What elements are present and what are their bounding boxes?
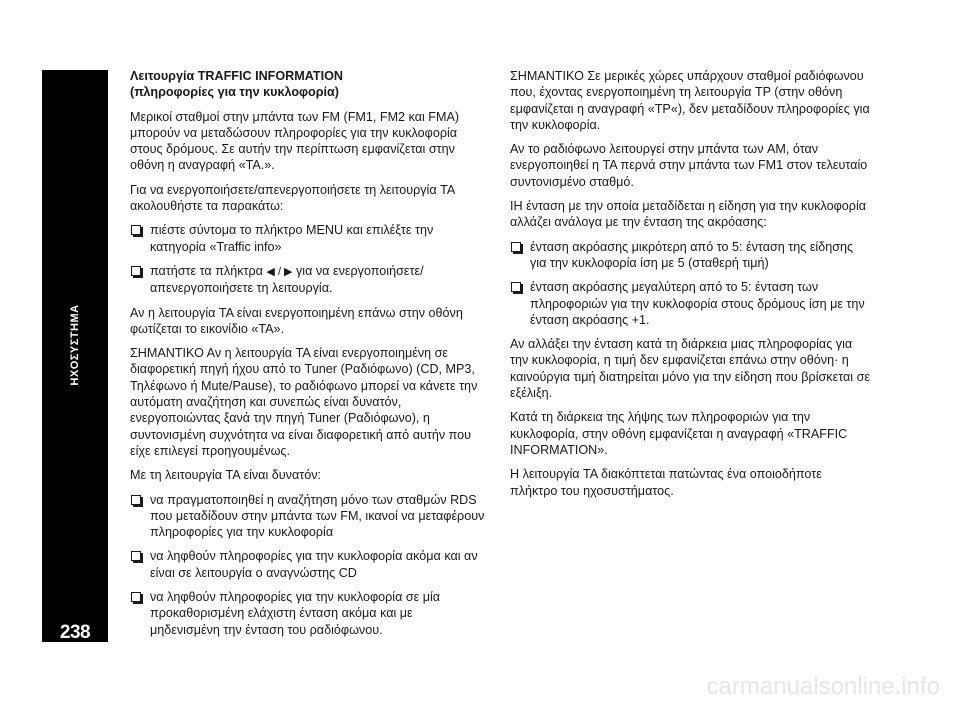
steps-list	[130, 222, 485, 296]
checkbox-bullet-icon	[131, 551, 141, 561]
list-item	[510, 279, 870, 328]
list-item	[130, 548, 485, 581]
step-text-start: πατήστε τα πλήκτρα	[150, 263, 267, 278]
instructions-intro: Για να ενεργοποιήσετε/απενεργοποιήσετε τη λειτουργία TA ακολουθήστε τα παρακάτω:	[130, 182, 455, 214]
page-number: 238	[59, 622, 91, 643]
checkbox-bullet-icon	[511, 242, 521, 252]
step-text: πιέστε σύντομα το πλήκτρο MENU και επιλέξτε την κατηγορία «Traffic info»	[150, 223, 434, 254]
ta-icon-paragraph: Αν η λειτουργία TA είναι ενεργοποιημένη επάνω στην οθόνη φωτίζεται το εικονίδιο «TA».	[130, 305, 463, 336]
heading-line-2: (πληροφορίες για την κυκλοφορία)	[130, 85, 339, 100]
section-heading	[130, 68, 485, 101]
checkbox-bullet-icon	[131, 495, 141, 505]
watermark: carmanualsonline.info	[706, 673, 940, 700]
checkbox-bullet-icon	[131, 266, 141, 276]
am-band-paragraph: Αν το ραδιόφωνο λειτουργεί στην μπάντα των AM, όταν ενεργοποιηθεί η TA περνά στην μπάντα των FM1 στον τελευταίο συντονισμένο σταθμό.	[510, 142, 868, 189]
interrupt-paragraph: Η λειτουργία TA διακόπτεται πατώντας ένα οποιοδήποτε πλήκτρο του ηχοσυστήματος.	[510, 467, 822, 498]
volume-rule-text: ένταση ακρόασης μεγαλύτερη από το 5: ένταση των πληροφοριών για την κυκλοφορία στους δρόμους ίση με την ένταση ακρόασης +1.	[530, 280, 865, 327]
traffic-info-display-paragraph: Κατά τη διάρκεια της λήψης των πληροφοριών για την κυκλοφορία, στην οθόνη εμφανίζεται η αναγραφή «TRAFFIC INFORMATION».	[510, 410, 848, 457]
arrow-keys-icon: ◀ / ▶	[266, 265, 293, 278]
list-item	[510, 239, 870, 272]
important-note-tp: ΣΗΜΑΝΤΙΚΟ Σε μερικές χώρες υπάρχουν σταθμοί ραδιόφωνου που, έχοντας ενεργοποιημένη τη λειτουργία TP (στην οθόνη εμφανίζεται η αναγραφή «TP«), δεν μεταδίδουν πληροφορίες για την κυκλοφορία.	[510, 69, 870, 132]
volume-rules-list	[510, 239, 870, 328]
volume-intro: ΙΗ ένταση με την οποία μεταδίδεται η είδηση για την κυκλοφορία αλλάζει ανάλογα με την ένταση της ακρόασης:	[510, 199, 867, 230]
heading-line-1: Λειτουργία TRAFFIC INFORMATION	[130, 69, 343, 83]
volume-rule-text: ένταση ακρόασης μικρότερη από το 5: ένταση της είδησης για την κυκλοφορία ίση με 5 (σταθερή τιμή)	[530, 239, 854, 270]
list-item	[130, 492, 485, 541]
right-column	[510, 68, 870, 507]
capability-text: να ληφθούν πληροφορίες για την κυκλοφορία ακόμα και αν είναι σε λειτουργία ο αναγνώστης CD	[150, 549, 478, 580]
left-column	[130, 68, 485, 646]
list-item	[130, 589, 485, 638]
checkbox-bullet-icon	[131, 225, 141, 235]
section-label: ΗΧΟΣΥΣΤΗΜΑ	[69, 304, 81, 386]
intro-paragraph: Μερικοί σταθμοί στην μπάντα των FM (FM1, FM2 και FMA) μπορούν να μεταδώσουν πληροφορίες για την κυκλοφορία στους δρόμους. Σε αυτήν την περίπτωση εμφανίζεται στην οθόνη η αναγραφή «TA.».	[130, 109, 460, 173]
capability-text: να ληφθούν πληροφορίες για την κυκλοφορία σε μία προκαθορισμένη ελάχιστη ένταση ακόμα και με μηδενισμένη την ένταση του ραδιόφωνου.	[150, 590, 441, 637]
capability-text: να πραγματοποιηθεί η αναζήτηση μόνο των σταθμών RDS που μεταδίδουν στην μπάντα των FM, ικανοί να μεταφέρουν πληροφορίες για την κυκλοφορία	[150, 492, 485, 540]
capabilities-list	[130, 492, 485, 638]
checkbox-bullet-icon	[511, 282, 521, 292]
important-note: ΣΗΜΑΝΤΙΚΟ Αν η λειτουργία TA είναι ενεργοποιημένη σε διαφορετική πηγή ήχου από το Tuner (Ραδιόφωνο) (CD, MP3, Τηλέφωνο ή Mute/Pause), το ραδιόφωνο μπορεί να κάνετε την αυτόματη αναζήτηση και συνεπώς είναι δυνατόν, ενεργοποιώντας ξανά την πηγή Tuner (Ραδιόφωνο), η συντονισμένη συχνότητα να είναι διαφορετική από αυτήν που είχε επιλεγεί προηγουμένως.	[130, 346, 478, 458]
list-item	[130, 222, 485, 255]
ta-capabilities-intro: Με τη λειτουργία TA είναι δυνατόν:	[130, 468, 322, 483]
checkbox-bullet-icon	[131, 592, 141, 602]
step-text-end: για να ενεργοποιήσετε/ απενεργοποιήσετε τη λειτουργία.	[150, 263, 424, 296]
list-item	[130, 263, 485, 297]
volume-change-paragraph: Αν αλλάξει την ένταση κατά τη διάρκεια μιας πληροφορίας για την κυκλοφορία, η τιμή δεν εμφανίζεται επάνω στην οθόνη· η καινούργια τιμή διατηρείται μόνο για την είδηση που βρίσκεται σε εξέλιξη.	[510, 337, 870, 401]
